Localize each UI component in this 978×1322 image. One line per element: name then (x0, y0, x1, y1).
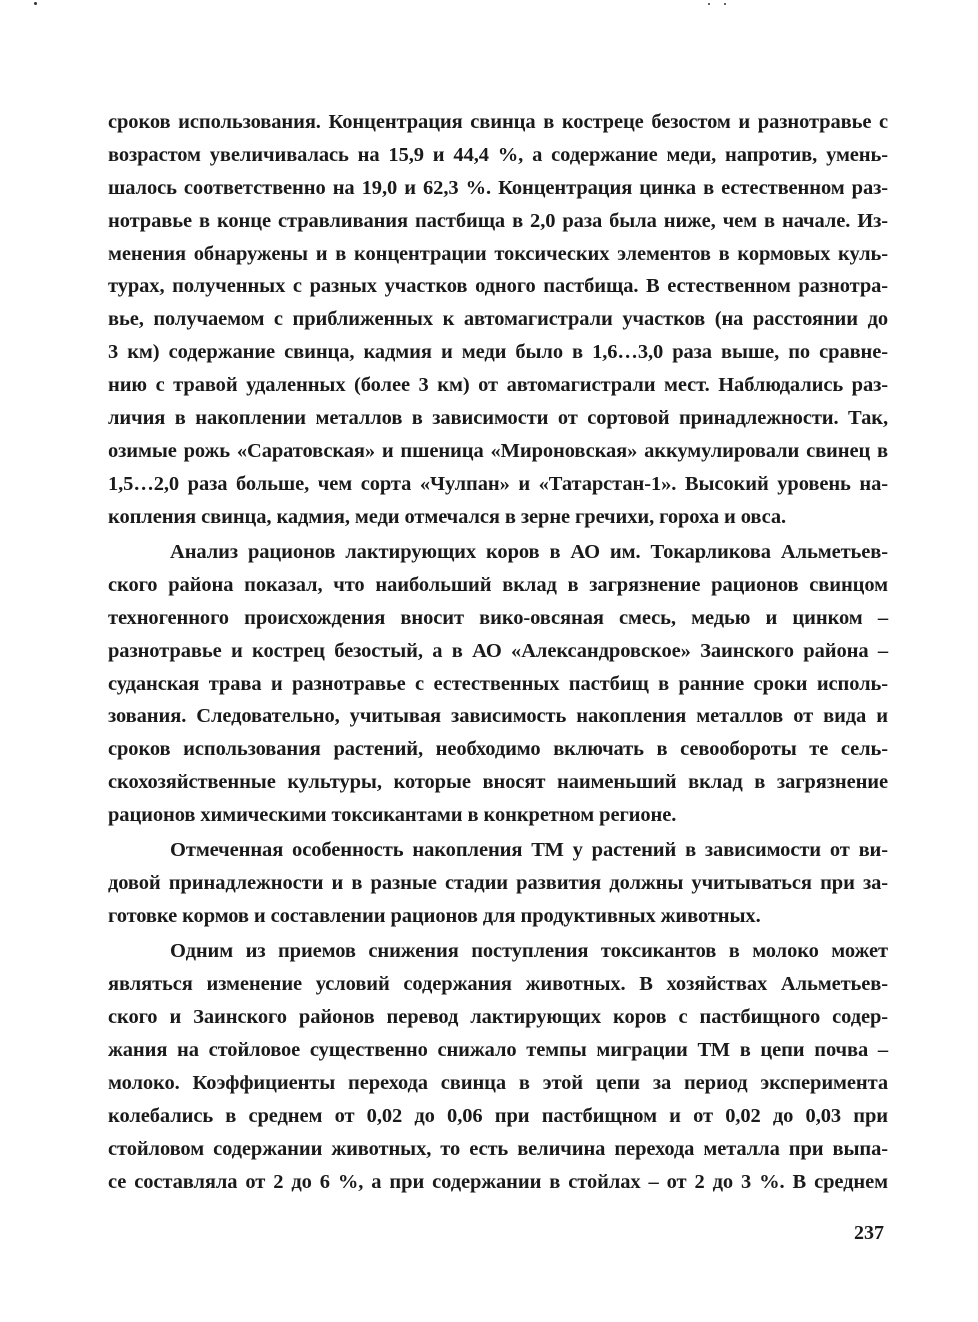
scan-speck (724, 3, 726, 5)
text-line: рационов химическими токсикантами в конкретном регионе. (108, 804, 677, 827)
text-line: техногенного происхождения вносит вико-овсяная смесь, медью и цинком – (108, 606, 888, 629)
body-text (108, 106, 888, 1199)
text-line: жания на стойловое существенно снижало темпы миграции ТМ в цепи почва – (108, 1039, 888, 1062)
text-line: Анализ рационов лактирующих коров в АО им. Токарликова Альметьев- (170, 540, 888, 563)
text-line: 1,5…2,0 раза больше, чем сорта «Чулпан» и «Татарстан-1». Высокий уровень на- (108, 472, 888, 495)
text-line: личия в накоплении металлов в зависимости от сортовой принадлежности. Так, (108, 407, 888, 430)
text-line: озимые рожь «Саратовская» и пшеница «Мироновская» аккумулировали свинец в (108, 439, 888, 462)
text-line: сроков использования. Концентрация свинца в кострецe безостом и разнотравье с (108, 111, 888, 133)
scan-speck (708, 3, 710, 5)
text-line: разнотравье и кострец безостый, а в АО «Александровское» Заинского района – (108, 639, 888, 662)
text-line: молоко. Коэффициенты перехода свинца в этой цепи за период эксперимента (108, 1072, 888, 1094)
scan-speck (34, 2, 37, 5)
text-line: вье, получаемом с приближенных к автомагистрали участков (на расстоянии до (108, 308, 888, 331)
page-number: 237 (854, 1222, 884, 1244)
text-line: копления свинца, кадмия, меди отмечался в зерне гречихи, гороха и овса. (108, 505, 787, 528)
text-line: менения обнаружены и в концентрации токсических элементов в кормовых куль- (108, 242, 888, 265)
text-line: Отмеченная особенность накопления ТМ у растений в зависимости от ви- (170, 839, 888, 862)
text-line: готовке кормов и составлении рационов для продуктивных животных. (108, 905, 761, 928)
text-line: сроков использования растений, необходимо включать в севообороты те сель- (108, 738, 888, 761)
text-line: 3 км) содержание свинца, кадмия и меди было в 1,6…3,0 раза выше, по сравне- (108, 341, 888, 364)
text-line: довой принадлежности и в разные стадии развития должны учитываться при за- (108, 872, 888, 895)
text-line: нотравье в конце стравливания пастбища в 2,0 раза была ниже, чем в начале. Из- (108, 209, 888, 232)
text-line: являться изменение условий содержания животных. В хозяйствах Альметьев- (108, 973, 888, 996)
paragraph (108, 834, 888, 933)
text-line: нию с травой удаленных (более 3 км) от автомагистрали мест. Наблюдались раз- (108, 374, 888, 397)
paragraph (108, 935, 888, 1198)
paragraph (108, 536, 888, 832)
text-line: стойловом содержании животных, то есть величина перехода металла при выпа- (108, 1137, 888, 1160)
text-line: ского и Заинского районов перевод лактирующих коров с пастбищного содер- (108, 1006, 888, 1029)
text-line: Одним из приемов снижения поступления токсикантов в молоко может (170, 940, 888, 963)
text-line: скохозяйственные культуры, которые вносят наименьший вклад в загрязнение (108, 771, 888, 794)
text-line: колебались в среднем от 0,02 до 0,06 при пастбищном и от 0,02 до 0,03 при (108, 1104, 888, 1127)
text-line: шалось соответственно на 19,0 и 62,3 %. Концентрация цинка в естественном раз- (108, 176, 888, 199)
text-line: возрастом увеличивалась на 15,9 и 44,4 %, а содержание меди, напротив, умень- (108, 143, 888, 166)
text-line: ского района показал, что наибольший вклад в загрязнение рационов свинцом (108, 573, 888, 596)
paragraph (108, 106, 888, 534)
text-line: зования. Следовательно, учитывая зависимость накопления металлов от вида и (108, 705, 888, 728)
text-line: суданская трава и разнотравье с естественных пастбищ в ранние сроки исполь- (108, 672, 888, 695)
text-line: се составляла от 2 до 6 %, а при содержании в стойлах – от 2 до 3 %. В среднем (108, 1170, 888, 1193)
text-line: турах, полученных с разных участков одного пастбища. В естественном разнотра- (108, 275, 888, 298)
